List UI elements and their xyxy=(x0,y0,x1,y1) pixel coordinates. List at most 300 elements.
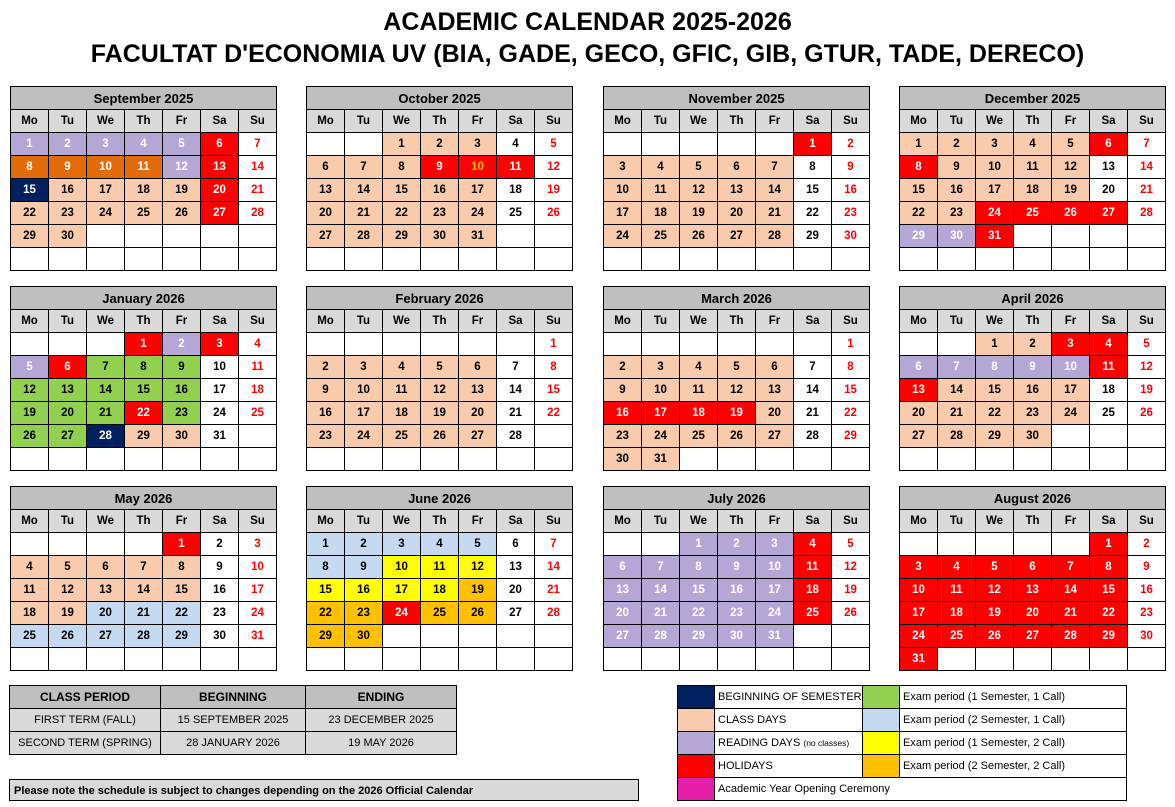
day-cell xyxy=(718,648,756,671)
day-cell: 5 xyxy=(535,133,573,156)
day-cell: 7 xyxy=(756,156,794,179)
reading-days-label: READING DAYS xyxy=(718,737,801,749)
day-cell: 15 xyxy=(1090,579,1128,602)
day-cell xyxy=(680,133,718,156)
day-cell: 14 xyxy=(239,156,277,179)
day-cell: 17 xyxy=(1052,379,1090,402)
day-cell: 6 xyxy=(459,356,497,379)
calendar-subtitle: FACULTAT D'ECONOMIA UV (BIA, GADE, GECO, GFIC, GIB, GTUR, TADE, DERECO) xyxy=(90,40,1085,68)
day-cell: 28 xyxy=(794,425,832,448)
day-cell: 30 xyxy=(421,225,459,248)
day-cell: 11 xyxy=(794,556,832,579)
day-cell: 3 xyxy=(1052,333,1090,356)
day-cell: 4 xyxy=(11,556,49,579)
day-cell: 3 xyxy=(976,133,1014,156)
day-cell: 26 xyxy=(535,202,573,225)
day-cell: 3 xyxy=(87,133,125,156)
period-header-ending: ENDING xyxy=(306,686,457,709)
month-7 xyxy=(899,286,1166,471)
day-cell xyxy=(383,625,421,648)
day-cell: 23 xyxy=(832,202,870,225)
day-cell: 30 xyxy=(1014,425,1052,448)
day-cell: 1 xyxy=(307,533,345,556)
weekday-header: We xyxy=(976,110,1014,133)
weekday-header: Sa xyxy=(1090,110,1128,133)
day-cell: 1 xyxy=(794,133,832,156)
day-cell: 16 xyxy=(1014,379,1052,402)
legend-swatch-opening xyxy=(678,778,715,801)
day-cell: 23 xyxy=(49,202,87,225)
day-cell: 4 xyxy=(421,533,459,556)
day-cell: 20 xyxy=(497,579,535,602)
day-cell: 20 xyxy=(718,202,756,225)
day-cell xyxy=(345,648,383,671)
day-cell: 5 xyxy=(421,356,459,379)
day-cell xyxy=(497,448,535,471)
legend-swatch-exam-1s-2c xyxy=(863,732,900,755)
day-cell: 12 xyxy=(1052,156,1090,179)
day-cell: 27 xyxy=(307,225,345,248)
day-cell: 18 xyxy=(794,579,832,602)
weekday-header: Tu xyxy=(345,110,383,133)
weekday-header: Fr xyxy=(1052,310,1090,333)
legend-swatch-holidays xyxy=(678,755,715,778)
day-cell: 9 xyxy=(201,556,239,579)
day-cell: 19 xyxy=(976,602,1014,625)
day-cell: 26 xyxy=(163,202,201,225)
day-cell: 21 xyxy=(125,602,163,625)
day-cell: 19 xyxy=(832,579,870,602)
weekday-header: Fr xyxy=(163,310,201,333)
day-cell xyxy=(642,333,680,356)
day-cell: 26 xyxy=(49,625,87,648)
day-cell: 24 xyxy=(239,602,277,625)
day-cell: 2 xyxy=(1014,333,1052,356)
day-cell: 20 xyxy=(459,402,497,425)
day-cell: 21 xyxy=(1052,602,1090,625)
day-cell xyxy=(756,448,794,471)
day-cell: 29 xyxy=(163,625,201,648)
day-cell: 8 xyxy=(1090,556,1128,579)
day-cell: 15 xyxy=(307,579,345,602)
month-8 xyxy=(10,486,277,671)
day-cell xyxy=(794,448,832,471)
day-cell: 12 xyxy=(459,556,497,579)
day-cell xyxy=(87,225,125,248)
day-cell xyxy=(1014,448,1052,471)
day-cell: 1 xyxy=(125,333,163,356)
day-cell: 18 xyxy=(421,579,459,602)
schedule-note: Please note the schedule is subject to changes depending on the 2026 Official Calendar xyxy=(9,779,639,801)
day-cell: 26 xyxy=(718,425,756,448)
day-cell: 6 xyxy=(1090,133,1128,156)
day-cell: 11 xyxy=(125,156,163,179)
day-cell xyxy=(87,448,125,471)
day-cell: 7 xyxy=(497,356,535,379)
day-cell xyxy=(900,448,938,471)
day-cell xyxy=(1014,648,1052,671)
day-cell xyxy=(718,448,756,471)
day-cell: 11 xyxy=(383,379,421,402)
day-cell: 6 xyxy=(497,533,535,556)
day-cell: 10 xyxy=(383,556,421,579)
day-cell: 20 xyxy=(49,402,87,425)
weekday-header: We xyxy=(976,510,1014,533)
weekday-header: Mo xyxy=(900,110,938,133)
weekday-header: Tu xyxy=(938,510,976,533)
weekday-header: Mo xyxy=(11,310,49,333)
weekday-header: Sa xyxy=(497,110,535,133)
day-cell: 28 xyxy=(497,425,535,448)
month-5 xyxy=(306,286,573,471)
legend-label-exam-2s-1c: Exam period (2 Semester, 1 Call) xyxy=(900,709,1127,732)
day-cell: 16 xyxy=(1128,579,1166,602)
period-name: FIRST TERM (FALL) xyxy=(10,709,161,732)
weekday-header: Su xyxy=(1128,310,1166,333)
day-cell: 31 xyxy=(756,625,794,648)
weekday-header: Sa xyxy=(497,510,535,533)
day-cell: 1 xyxy=(976,333,1014,356)
day-cell: 25 xyxy=(239,402,277,425)
day-cell: 8 xyxy=(794,156,832,179)
day-cell: 30 xyxy=(718,625,756,648)
day-cell: 13 xyxy=(1014,579,1052,602)
weekday-header: Sa xyxy=(1090,310,1128,333)
day-cell: 24 xyxy=(900,625,938,648)
day-cell: 4 xyxy=(938,556,976,579)
day-cell xyxy=(201,225,239,248)
day-cell: 24 xyxy=(345,425,383,448)
month-name: November 2025 xyxy=(604,87,870,110)
day-cell xyxy=(976,533,1014,556)
day-cell: 18 xyxy=(1090,379,1128,402)
day-cell: 25 xyxy=(794,602,832,625)
day-cell xyxy=(49,533,87,556)
day-cell xyxy=(1052,448,1090,471)
weekday-header: Tu xyxy=(345,310,383,333)
day-cell: 22 xyxy=(1090,602,1128,625)
day-cell: 9 xyxy=(163,356,201,379)
day-cell xyxy=(11,648,49,671)
day-cell: 17 xyxy=(604,202,642,225)
day-cell: 19 xyxy=(535,179,573,202)
weekday-header: Sa xyxy=(201,110,239,133)
day-cell: 5 xyxy=(49,556,87,579)
day-cell: 7 xyxy=(239,133,277,156)
day-cell: 20 xyxy=(201,179,239,202)
day-cell xyxy=(307,448,345,471)
month-name: October 2025 xyxy=(307,87,573,110)
day-cell: 24 xyxy=(87,202,125,225)
day-cell: 23 xyxy=(1128,602,1166,625)
day-cell xyxy=(938,333,976,356)
legend-label-opening: Academic Year Opening Ceremony xyxy=(715,778,1127,801)
weekday-header: Su xyxy=(239,310,277,333)
day-cell xyxy=(900,248,938,271)
day-cell: 2 xyxy=(421,133,459,156)
day-cell xyxy=(11,333,49,356)
weekday-header: Th xyxy=(1014,110,1052,133)
day-cell xyxy=(604,248,642,271)
day-cell xyxy=(239,225,277,248)
weekday-header: Sa xyxy=(794,310,832,333)
day-cell: 25 xyxy=(938,625,976,648)
day-cell: 22 xyxy=(307,602,345,625)
day-cell xyxy=(794,248,832,271)
day-cell: 16 xyxy=(421,179,459,202)
day-cell xyxy=(87,333,125,356)
day-cell: 10 xyxy=(900,579,938,602)
day-cell: 9 xyxy=(1014,356,1052,379)
day-cell xyxy=(345,333,383,356)
day-cell: 21 xyxy=(345,202,383,225)
weekday-header: Sa xyxy=(794,510,832,533)
day-cell: 22 xyxy=(163,602,201,625)
legend-label-beginning: BEGINNING OF SEMESTER xyxy=(715,686,863,709)
day-cell: 2 xyxy=(163,333,201,356)
legend-label-exam-1s-1c: Exam period (1 Semester, 1 Call) xyxy=(900,686,1127,709)
month-10 xyxy=(603,486,870,671)
legend-label-class-days: CLASS DAYS xyxy=(715,709,863,732)
day-cell xyxy=(497,648,535,671)
weekday-header: Tu xyxy=(938,310,976,333)
day-cell: 8 xyxy=(125,356,163,379)
weekday-header: Fr xyxy=(459,110,497,133)
period-beginning: 15 SEPTEMBER 2025 xyxy=(161,709,306,732)
day-cell: 1 xyxy=(11,133,49,156)
day-cell xyxy=(756,333,794,356)
legend-swatch-exam-1s-1c xyxy=(863,686,900,709)
weekday-header: Fr xyxy=(163,110,201,133)
weekday-header: Fr xyxy=(163,510,201,533)
day-cell: 1 xyxy=(163,533,201,556)
day-cell: 17 xyxy=(900,602,938,625)
day-cell: 14 xyxy=(642,579,680,602)
day-cell: 3 xyxy=(383,533,421,556)
day-cell: 7 xyxy=(535,533,573,556)
day-cell: 15 xyxy=(11,179,49,202)
day-cell: 21 xyxy=(1128,179,1166,202)
day-cell: 6 xyxy=(1014,556,1052,579)
day-cell: 13 xyxy=(49,379,87,402)
day-cell: 30 xyxy=(201,625,239,648)
day-cell: 31 xyxy=(201,425,239,448)
day-cell: 18 xyxy=(642,202,680,225)
day-cell xyxy=(535,625,573,648)
day-cell: 21 xyxy=(535,579,573,602)
day-cell xyxy=(307,333,345,356)
day-cell: 2 xyxy=(49,133,87,156)
day-cell xyxy=(1128,225,1166,248)
day-cell xyxy=(976,648,1014,671)
day-cell: 28 xyxy=(756,225,794,248)
day-cell: 27 xyxy=(718,225,756,248)
day-cell xyxy=(239,248,277,271)
day-cell: 7 xyxy=(642,556,680,579)
day-cell: 21 xyxy=(497,402,535,425)
day-cell xyxy=(125,248,163,271)
weekday-header: We xyxy=(383,110,421,133)
day-cell xyxy=(718,133,756,156)
day-cell xyxy=(421,448,459,471)
day-cell: 11 xyxy=(239,356,277,379)
weekday-header: Su xyxy=(535,110,573,133)
weekday-header: Mo xyxy=(604,310,642,333)
day-cell: 29 xyxy=(125,425,163,448)
day-cell: 13 xyxy=(756,379,794,402)
reading-days-note: (no classes) xyxy=(803,738,850,748)
month-name: December 2025 xyxy=(900,87,1166,110)
day-cell: 26 xyxy=(459,602,497,625)
day-cell xyxy=(345,133,383,156)
day-cell: 30 xyxy=(163,425,201,448)
day-cell: 19 xyxy=(11,402,49,425)
weekday-header: We xyxy=(383,310,421,333)
day-cell: 25 xyxy=(497,202,535,225)
day-cell: 26 xyxy=(1128,402,1166,425)
day-cell: 10 xyxy=(239,556,277,579)
month-4 xyxy=(10,286,277,471)
day-cell xyxy=(87,248,125,271)
day-cell: 22 xyxy=(976,402,1014,425)
day-cell: 2 xyxy=(201,533,239,556)
weekday-header: Tu xyxy=(345,510,383,533)
day-cell: 24 xyxy=(642,425,680,448)
day-cell: 18 xyxy=(239,379,277,402)
day-cell xyxy=(421,648,459,671)
weekday-header: Tu xyxy=(49,310,87,333)
day-cell xyxy=(535,225,573,248)
weekday-header: We xyxy=(680,110,718,133)
day-cell: 13 xyxy=(459,379,497,402)
day-cell: 25 xyxy=(680,425,718,448)
day-cell xyxy=(1052,248,1090,271)
day-cell: 24 xyxy=(383,602,421,625)
weekday-header: Th xyxy=(1014,510,1052,533)
day-cell: 27 xyxy=(1014,625,1052,648)
legend-swatch-beginning xyxy=(678,686,715,709)
day-cell: 29 xyxy=(11,225,49,248)
day-cell: 14 xyxy=(87,379,125,402)
day-cell: 9 xyxy=(307,379,345,402)
day-cell xyxy=(604,533,642,556)
day-cell: 29 xyxy=(383,225,421,248)
day-cell: 23 xyxy=(307,425,345,448)
day-cell xyxy=(125,225,163,248)
day-cell: 20 xyxy=(1090,179,1128,202)
weekday-header: Mo xyxy=(900,510,938,533)
day-cell: 17 xyxy=(87,179,125,202)
weekday-header: Th xyxy=(125,510,163,533)
legend-swatch-class-days xyxy=(678,709,715,732)
day-cell: 18 xyxy=(1014,179,1052,202)
day-cell: 16 xyxy=(832,179,870,202)
day-cell: 19 xyxy=(680,202,718,225)
day-cell: 4 xyxy=(642,156,680,179)
day-cell xyxy=(383,648,421,671)
month-9 xyxy=(306,486,573,671)
day-cell xyxy=(680,448,718,471)
month-name: August 2026 xyxy=(900,487,1166,510)
day-cell xyxy=(1128,425,1166,448)
day-cell xyxy=(163,248,201,271)
day-cell: 5 xyxy=(718,356,756,379)
day-cell: 17 xyxy=(201,379,239,402)
month-name: January 2026 xyxy=(11,287,277,310)
day-cell xyxy=(1090,648,1128,671)
day-cell: 28 xyxy=(535,602,573,625)
day-cell: 3 xyxy=(239,533,277,556)
day-cell: 30 xyxy=(938,225,976,248)
month-6 xyxy=(603,286,870,471)
day-cell: 9 xyxy=(604,379,642,402)
month-name: February 2026 xyxy=(307,287,573,310)
day-cell: 30 xyxy=(345,625,383,648)
month-name: March 2026 xyxy=(604,287,870,310)
day-cell: 10 xyxy=(604,179,642,202)
day-cell: 12 xyxy=(1128,356,1166,379)
day-cell: 28 xyxy=(938,425,976,448)
day-cell: 13 xyxy=(1090,156,1128,179)
day-cell: 23 xyxy=(604,425,642,448)
weekday-header: Fr xyxy=(459,510,497,533)
weekday-header: Su xyxy=(239,110,277,133)
day-cell: 22 xyxy=(680,602,718,625)
day-cell xyxy=(345,248,383,271)
day-cell: 18 xyxy=(938,602,976,625)
day-cell xyxy=(938,648,976,671)
day-cell: 14 xyxy=(125,579,163,602)
day-cell: 16 xyxy=(49,179,87,202)
day-cell: 5 xyxy=(680,156,718,179)
day-cell: 21 xyxy=(938,402,976,425)
day-cell: 23 xyxy=(421,202,459,225)
day-cell: 13 xyxy=(307,179,345,202)
day-cell xyxy=(938,533,976,556)
day-cell: 9 xyxy=(718,556,756,579)
period-ending: 23 DECEMBER 2025 xyxy=(306,709,457,732)
day-cell xyxy=(642,248,680,271)
day-cell: 29 xyxy=(1090,625,1128,648)
day-cell: 6 xyxy=(201,133,239,156)
day-cell: 25 xyxy=(125,202,163,225)
day-cell: 29 xyxy=(900,225,938,248)
day-cell: 22 xyxy=(383,202,421,225)
day-cell: 12 xyxy=(11,379,49,402)
day-cell: 7 xyxy=(87,356,125,379)
weekday-header: Sa xyxy=(201,510,239,533)
weekday-header: Th xyxy=(421,510,459,533)
day-cell: 6 xyxy=(87,556,125,579)
weekday-header: Th xyxy=(421,310,459,333)
day-cell: 14 xyxy=(345,179,383,202)
day-cell xyxy=(201,448,239,471)
weekday-header: Mo xyxy=(11,510,49,533)
day-cell xyxy=(459,248,497,271)
day-cell xyxy=(756,133,794,156)
day-cell xyxy=(1128,648,1166,671)
day-cell: 28 xyxy=(87,425,125,448)
day-cell: 1 xyxy=(535,333,573,356)
day-cell xyxy=(87,533,125,556)
month-0 xyxy=(10,86,277,271)
day-cell: 9 xyxy=(49,156,87,179)
weekday-header: We xyxy=(680,310,718,333)
month-2 xyxy=(603,86,870,271)
day-cell xyxy=(1052,225,1090,248)
day-cell xyxy=(976,248,1014,271)
weekday-header: Tu xyxy=(49,110,87,133)
